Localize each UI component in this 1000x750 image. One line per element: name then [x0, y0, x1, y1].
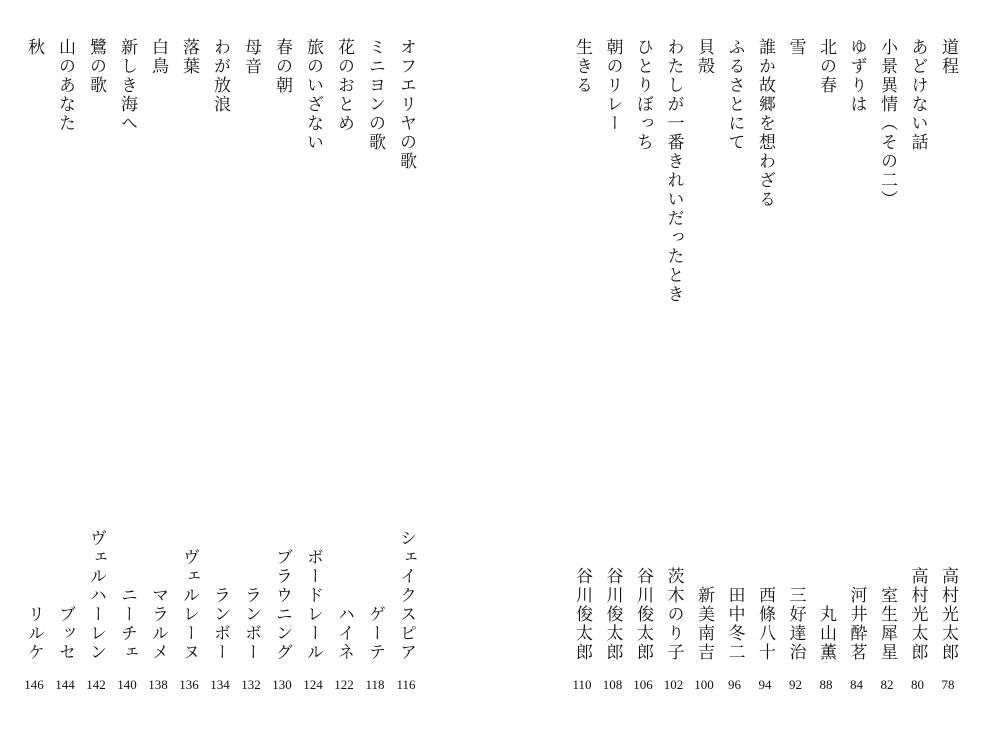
- toc-title: ふるさとにて: [724, 38, 745, 152]
- toc-page-number: 124: [303, 677, 323, 692]
- toc-entry: [932, 0, 964, 750]
- toc-author: ゲーテ: [365, 605, 385, 662]
- toc-author: リルケ: [24, 605, 44, 662]
- toc-entry: [841, 0, 873, 750]
- right-page: [500, 0, 1000, 750]
- toc-title: 誰か故郷を想わざる: [755, 38, 775, 209]
- toc-author: ランボー: [241, 586, 261, 662]
- toc-title: 花のおとめ: [334, 38, 354, 133]
- toc-entry: [111, 0, 143, 750]
- toc-title: ゆずりは: [846, 38, 867, 114]
- toc-page-number: 144: [55, 677, 75, 692]
- toc-page-number: 134: [210, 677, 230, 692]
- toc-author: 三好達治: [785, 586, 806, 662]
- toc-author: 谷川俊太郎: [602, 567, 623, 662]
- toc-title: 鷺の歌: [86, 38, 106, 95]
- toc-page-number: 132: [241, 677, 261, 692]
- toc-title: 道程: [938, 38, 958, 76]
- toc-author: ヴェルハーレン: [86, 529, 106, 662]
- toc-title: 母音: [241, 38, 261, 76]
- toc-title: 白鳥: [148, 38, 168, 76]
- toc-entry: [80, 0, 112, 750]
- toc-author: ランボー: [210, 586, 230, 662]
- toc-entry: [359, 0, 391, 750]
- toc-title: 春の朝: [272, 38, 292, 95]
- toc-entry: [235, 0, 267, 750]
- toc-title: 秋: [24, 38, 44, 57]
- toc-page-number: 94: [758, 677, 772, 692]
- toc-author: ボードレール: [303, 548, 323, 662]
- toc-entry: [142, 0, 174, 750]
- toc-entry: [749, 0, 781, 750]
- toc-title: ひとりぼっち: [633, 38, 653, 152]
- toc-page-number: 102: [663, 677, 684, 692]
- toc-page-number: 122: [334, 677, 354, 692]
- toc-page-number: 92: [789, 677, 802, 692]
- toc-page-number: 96: [728, 677, 741, 692]
- toc-author: 高村光太郎: [907, 567, 928, 662]
- toc-page-number: 110: [572, 677, 592, 692]
- toc-page-number: 130: [272, 677, 292, 692]
- toc-author: シェイクスピア: [396, 529, 416, 662]
- toc-author: ブラウニング: [272, 548, 292, 662]
- toc-title: わたしが一番きれいだったとき: [663, 38, 684, 304]
- toc-entry: [173, 0, 205, 750]
- toc-title: あどけない話: [907, 38, 928, 152]
- toc-entry: [18, 0, 50, 750]
- toc-page-number: 142: [86, 677, 106, 692]
- toc-page-number: 82: [880, 677, 894, 692]
- toc-page-number: 116: [396, 677, 416, 692]
- toc-page-number: 80: [911, 677, 924, 692]
- toc-author: 丸山薫: [816, 605, 836, 662]
- toc-entry: [810, 0, 842, 750]
- toc-entry: [658, 0, 690, 750]
- toc-entry: [328, 0, 360, 750]
- toc-page-number: 108: [602, 677, 623, 692]
- toc-author: 茨木のり子: [663, 567, 684, 662]
- toc-title: 落葉: [179, 38, 199, 76]
- toc-author: ヴェルレーヌ: [179, 548, 199, 662]
- toc-entry: [597, 0, 629, 750]
- toc-page-number: 88: [819, 677, 833, 692]
- toc-title: わが放浪: [210, 38, 230, 114]
- toc-page-number: 136: [179, 677, 199, 692]
- toc-title: 新しき海へ: [117, 38, 137, 133]
- toc-author: ニーチェ: [117, 586, 137, 662]
- toc-title: 小景異情（その二）: [877, 38, 897, 209]
- toc-title: 山のあなた: [55, 38, 75, 133]
- toc-entry: [871, 0, 903, 750]
- toc-author: 室生犀星: [877, 586, 897, 662]
- toc-title: ミニヨンの歌: [365, 38, 385, 152]
- toc-author: 谷川俊太郎: [572, 567, 592, 662]
- toc-author: 田中冬二: [724, 586, 745, 662]
- toc-title: 朝のリレー: [602, 38, 623, 133]
- toc-entry: [719, 0, 751, 750]
- toc-title: 旅のいざない: [303, 38, 323, 152]
- toc-page-number: 138: [148, 677, 168, 692]
- toc-author: ハイネ: [334, 605, 354, 662]
- toc-title: 雪: [785, 38, 806, 57]
- toc-page-number: 118: [365, 677, 385, 692]
- toc-author: 新美南吉: [694, 586, 714, 662]
- toc-entry: [902, 0, 934, 750]
- toc-author: 西條八十: [755, 586, 775, 662]
- toc-title: 貝殻: [694, 38, 714, 76]
- toc-page-number: 78: [941, 677, 955, 692]
- toc-entry: [297, 0, 329, 750]
- toc-page-number: 140: [117, 677, 137, 692]
- toc-author: ブッセ: [55, 605, 75, 662]
- toc-title: オフエリヤの歌: [396, 38, 416, 171]
- toc-entry: [390, 0, 422, 750]
- toc-author: 河井酔茗: [846, 586, 867, 662]
- toc-author: 高村光太郎: [938, 567, 958, 662]
- toc-entry: [49, 0, 81, 750]
- toc-page-number: 100: [694, 677, 714, 692]
- toc-entry: [204, 0, 236, 750]
- toc-page-number: 84: [850, 677, 863, 692]
- toc-author: 谷川俊太郎: [633, 567, 653, 662]
- toc-page-number: 146: [24, 677, 44, 692]
- toc-entry: [780, 0, 812, 750]
- toc-title: 生きる: [572, 38, 592, 95]
- toc-author: マラルメ: [148, 586, 168, 662]
- toc-entry: [266, 0, 298, 750]
- toc-entry: [627, 0, 659, 750]
- toc-entry: [566, 0, 598, 750]
- toc-title: 北の春: [816, 38, 836, 95]
- toc-page-number: 106: [633, 677, 653, 692]
- toc-entry: [688, 0, 720, 750]
